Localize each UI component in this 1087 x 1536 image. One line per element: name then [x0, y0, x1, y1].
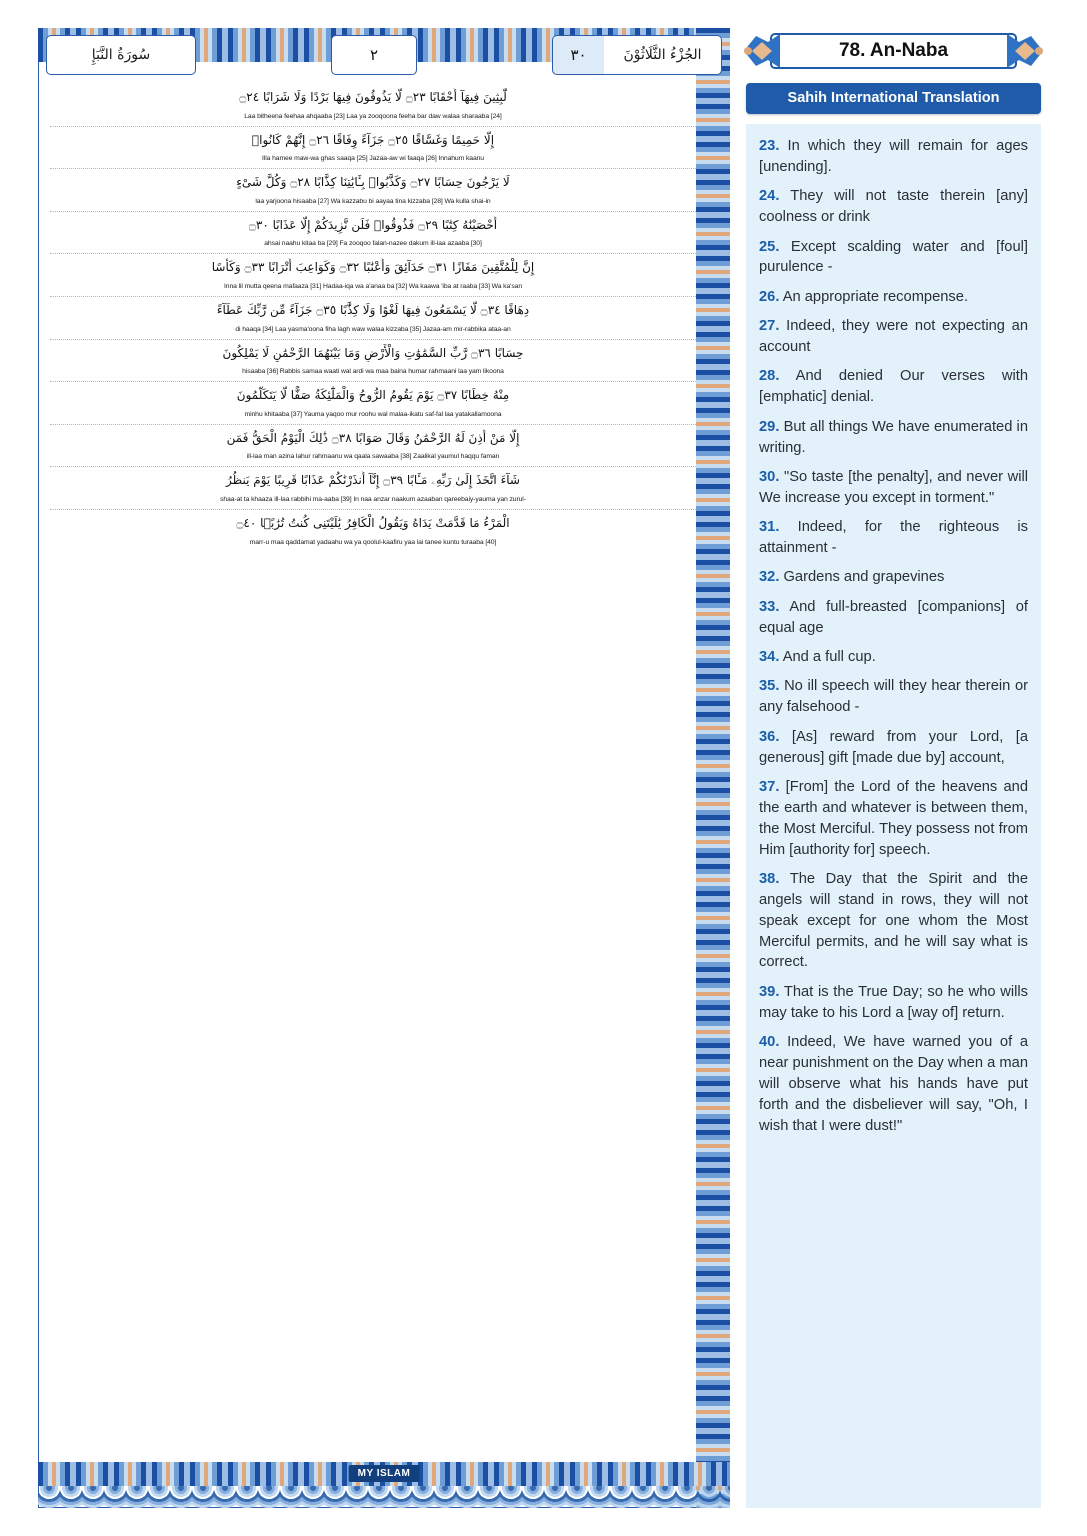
- translation-panel: [746, 28, 1041, 1508]
- verse-block: [50, 212, 696, 255]
- translation-verse-text: The Day that the Spirit and the angels will stand in rows, they will not speak except for one whom the Most Merciful permits, and he will say what is correct.: [759, 870, 1028, 971]
- ornament-endcap-right-icon: [1005, 30, 1045, 72]
- transliteration-line: minhu khitaaba [37] Yauma yaqoo mur roohu wal malaa-ikatu saf-fal laa yatakallamoona: [244, 410, 502, 418]
- translation-verse: [759, 567, 1028, 588]
- header-ornament-gap-1: [196, 32, 331, 78]
- translation-verse-number: 35.: [759, 678, 780, 695]
- arabic-verse-line: شَآءَ اتَّخَذَ إِلَىٰ رَبِّهِۦ مَـَٔابًا ۝٣٩ إِنَّآ أَنذَرْنَٰكُمْ عَذَابًا قَرِيبًا يَوْمَ يَنظُرُ: [226, 473, 520, 488]
- translation-verse-number: 27.: [759, 318, 780, 335]
- translation-verse-number: 23.: [759, 138, 780, 154]
- verse-block: [50, 297, 696, 340]
- translation-verse-text: [As] reward from your Lord, [a generous] gift [made due by] account,: [759, 728, 1028, 766]
- translation-verse-number: 32.: [759, 569, 780, 586]
- transliteration-line: Illa hamee maw-wa ghas saaqa [25] Jazaa-aw wi faaqa [26] Innahum kaanu: [262, 155, 484, 163]
- verse-block: [50, 84, 696, 127]
- translation-verse-number: 33.: [759, 598, 780, 615]
- arabic-verse-line: حِسَابًا ۝٣٦ رَّبِّ السَّمَٰوَٰتِ وَالْأَرْضِ وَمَا بَيْنَهُمَا الرَّحْمَٰنِ لَا يَمْلِكُونَ: [222, 345, 524, 360]
- translation-verse: [759, 467, 1028, 509]
- verse-block: [50, 169, 696, 212]
- translation-verse-number: 29.: [759, 418, 780, 435]
- juz-number-arabic: ٣٠: [570, 46, 587, 64]
- translation-verse: [759, 647, 1028, 668]
- arabic-verse-line: الْمَرْءُ مَا قَدَّمَتْ يَدَاهُ وَيَقُولُ الْكَافِرُ يَٰلَيْتَنِى كُنتُ تُرَٰبًۢا ۝٤٠: [236, 515, 510, 530]
- verse-block: [50, 127, 696, 170]
- transliteration-line: ill-laa man azina lahur rahmaanu wa qaala sawaaba [38] Zaalikal yaumul haqqu faman: [246, 453, 500, 461]
- surah-title-header: [746, 28, 1041, 74]
- arabic-verse-line: إِنَّ لِلْمُتَّقِينَ مَفَازًا ۝٣١ حَدَآئِقَ وَأَعْنَٰبًا ۝٣٢ وَكَوَاعِبَ أَتْرَابًا ۝٣٣ وَكَأْسًا: [211, 260, 535, 275]
- header-ornament-gap-2: [417, 32, 552, 78]
- translation-badge: Sahih International Translation: [746, 83, 1041, 114]
- transliteration-line: Laa bitheena feehaa ahqaaba [23] Laa ya zooqoona feeha bar daw walaa sharaaba [24]: [244, 112, 502, 120]
- translation-verse-number: 24.: [759, 188, 780, 205]
- translation-verse-text: In which they will remain for ages [unending].: [759, 138, 1028, 175]
- translation-verse-number: 36.: [759, 728, 780, 745]
- arabic-verse-line: لَّٰبِثِينَ فِيهَآ أَحْقَابًا ۝٢٣ لَّا يَذُوقُونَ فِيهَا بَرْدًا وَلَا شَرَابًا ۝٢٤: [239, 90, 507, 104]
- verse-block: [50, 382, 696, 425]
- translation-verse-number: 28.: [759, 368, 780, 385]
- transliteration-line: Inna lil mutta qeena mafaaza [31] Hadaa-iqa wa a'anaa ba [32] Wa kaawa 'iba at raaba [33] Wa ka'san: [223, 282, 523, 290]
- arabic-verse-line: لَا يَرْجُونَ حِسَابًا ۝٢٧ وَكَذَّبُوا۟ بِـَٔايَٰتِنَا كِذَّابًا ۝٢٨ وَكُلَّ شَىْءٍ: [236, 175, 510, 190]
- translation-verse: [759, 366, 1028, 408]
- juz-number-cell: [552, 35, 604, 75]
- translation-verse: [759, 186, 1028, 228]
- translation-verse: [759, 287, 1028, 308]
- translation-verse-text: An appropriate recompense.: [779, 288, 969, 305]
- quran-page-header: [46, 32, 722, 78]
- translation-verse: [759, 1032, 1028, 1136]
- translation-verse-number: 31.: [759, 519, 780, 536]
- transliteration-line: marr-u maa qaddamat yadaahu wa ya qoolul-kaafiru yaa lai tanee kuntu turaaba [40]: [249, 538, 497, 546]
- translation-verse-number: 34.: [759, 649, 780, 665]
- ornament-border-right: [696, 28, 730, 1508]
- translation-verse: [759, 237, 1028, 279]
- translation-verse-text: [From] the Lord of the heavens and the earth and whatever is between them, the Most Merciful. They possess not from Him [authority for] speech.: [759, 778, 1028, 858]
- translation-verse: [759, 597, 1028, 639]
- translation-verse-number: 39.: [759, 983, 780, 1000]
- translation-verse: [759, 517, 1028, 559]
- my-islam-logo: MY ISLAM: [349, 1465, 420, 1482]
- translation-verse: [759, 417, 1028, 459]
- juz-label-arabic: الجُزْءُ الثَّلَاثُوْنَ: [623, 47, 702, 63]
- arabic-verse-line: إِلَّا مَنْ أَذِنَ لَهُ الرَّحْمَٰنُ وَقَالَ صَوَابًا ۝٣٨ ذَٰلِكَ الْيَوْمُ الْحَقُّ فَمَن: [226, 430, 520, 445]
- transliteration-line: laa yarjoona hisaaba [27] Wa kazzabu bi aayaa tina kizzaba [28] Wa kulla shai-in: [255, 197, 491, 205]
- quran-text-panel: [38, 28, 730, 1508]
- translation-verse-text: Indeed, We have warned you of a near punishment on the Day when a man will observe what his hands have put forth and the disbeliever will say, "Oh, I wish that I were dust!": [759, 1034, 1028, 1134]
- translation-verse-text: They will not taste therein [any] coolness or drink: [759, 188, 1028, 226]
- transliteration-line: hisaaba [36] Rabbis samaa waati wal ardi wa maa baina humar rahmaani laa yam likoona: [242, 368, 504, 376]
- surah-name-arabic: سُورَةُ النَّبَإِ: [91, 47, 151, 63]
- translation-verse-text: And denied Our verses with [emphatic] denial.: [759, 368, 1028, 406]
- translation-verse-number: 26.: [759, 288, 780, 305]
- translation-verse: [759, 777, 1028, 861]
- page-number-arabic: ٢: [369, 46, 379, 64]
- translation-verse-text: Gardens and grapevines: [779, 569, 945, 586]
- verse-list: [50, 84, 696, 1458]
- surah-title-text: 78. An-Naba: [838, 40, 949, 61]
- translation-verse-number: 25.: [759, 238, 780, 255]
- translation-verse-text: Except scalding water and [foul] purulence -: [759, 238, 1028, 276]
- arabic-verse-line: أَحْصَيْنَٰهُ كِتَٰبًا ۝٢٩ فَذُوقُوا۟ فَلَن نَّزِيدَكُمْ إِلَّا عَذَابًا ۝٣٠: [248, 217, 498, 232]
- translation-verse: [759, 727, 1028, 769]
- translation-text-body: [746, 124, 1041, 1508]
- translation-verse-text: But all things We have enumerated in writing.: [759, 418, 1028, 456]
- translation-verse: [759, 676, 1028, 718]
- translation-verse-number: 38.: [759, 870, 780, 887]
- transliteration-line: ahsai naahu kitaa ba [29] Fa zooqoo falan-nazee dakum ill-laa azaaba [30]: [264, 240, 482, 248]
- arabic-verse-line: إِلَّا حَمِيمًا وَغَسَّاقًا ۝٢٥ جَزَآءً وِفَاقًا ۝٢٦ إِنَّهُمْ كَانُوا۟: [251, 132, 495, 147]
- verse-block: [50, 510, 696, 552]
- page-number-cell: [331, 35, 417, 75]
- translation-verse: [759, 982, 1028, 1024]
- arabic-verse-line: مِنْهُ خِطَابًا ۝٣٧ يَوْمَ يَقُومُ الرُّوحُ وَالْمَلَٰٓئِكَةُ صَفًّا لَّا يَتَكَلَّمُونَ: [236, 388, 510, 403]
- surah-title-box: [770, 33, 1017, 69]
- translation-verse: [759, 316, 1028, 358]
- translation-verse-text: Indeed, for the righteous is attainment -: [759, 519, 1028, 556]
- verse-block: [50, 425, 696, 468]
- verse-block: [50, 340, 696, 383]
- translation-verse-text: Indeed, they were not expecting an account: [759, 318, 1028, 355]
- ornament-endcap-left-icon: [742, 30, 782, 72]
- translation-verse-number: 37.: [759, 778, 780, 795]
- juz-label-cell: [604, 35, 722, 75]
- transliteration-line: shaa-at ta khaaza ill-laa rabbihi ma-aaba [39] In naa anzar naakum azaaban qareebaiy-yauma yan zurul-: [220, 495, 526, 503]
- translation-verse-text: And full-breasted [companions] of equal age: [759, 598, 1028, 636]
- surah-name-cell: [46, 35, 196, 75]
- translation-verse-number: 30.: [759, 468, 780, 485]
- translation-verse-text: And a full cup.: [779, 649, 876, 665]
- translation-verse: [759, 136, 1028, 178]
- translation-verse-text: That is the True Day; so he who wills may take to his Lord a [way of] return.: [759, 983, 1028, 1021]
- arabic-verse-line: دِهَاقًا ۝٣٤ لَّا يَسْمَعُونَ فِيهَا لَغْوًا وَلَا كِذَّٰبًا ۝٣٥ جَزَآءً مِّن رَّبِّكَ عَطَآءً: [216, 302, 530, 317]
- translation-verse-text: "So taste [the penalty], and never will We increase you except in torment.": [759, 468, 1028, 506]
- verse-block: [50, 254, 696, 297]
- translation-verse-number: 40.: [759, 1034, 780, 1050]
- verse-block: [50, 467, 696, 510]
- transliteration-line: di haaqa [34] Laa yasma'oona fiha lagh waw walaa kizzaba [35] Jazaa-am mir-rabbika ataa-an: [235, 325, 511, 333]
- translation-verse-text: No ill speech will they hear therein or any falsehood -: [759, 678, 1028, 716]
- translation-verse: [759, 869, 1028, 973]
